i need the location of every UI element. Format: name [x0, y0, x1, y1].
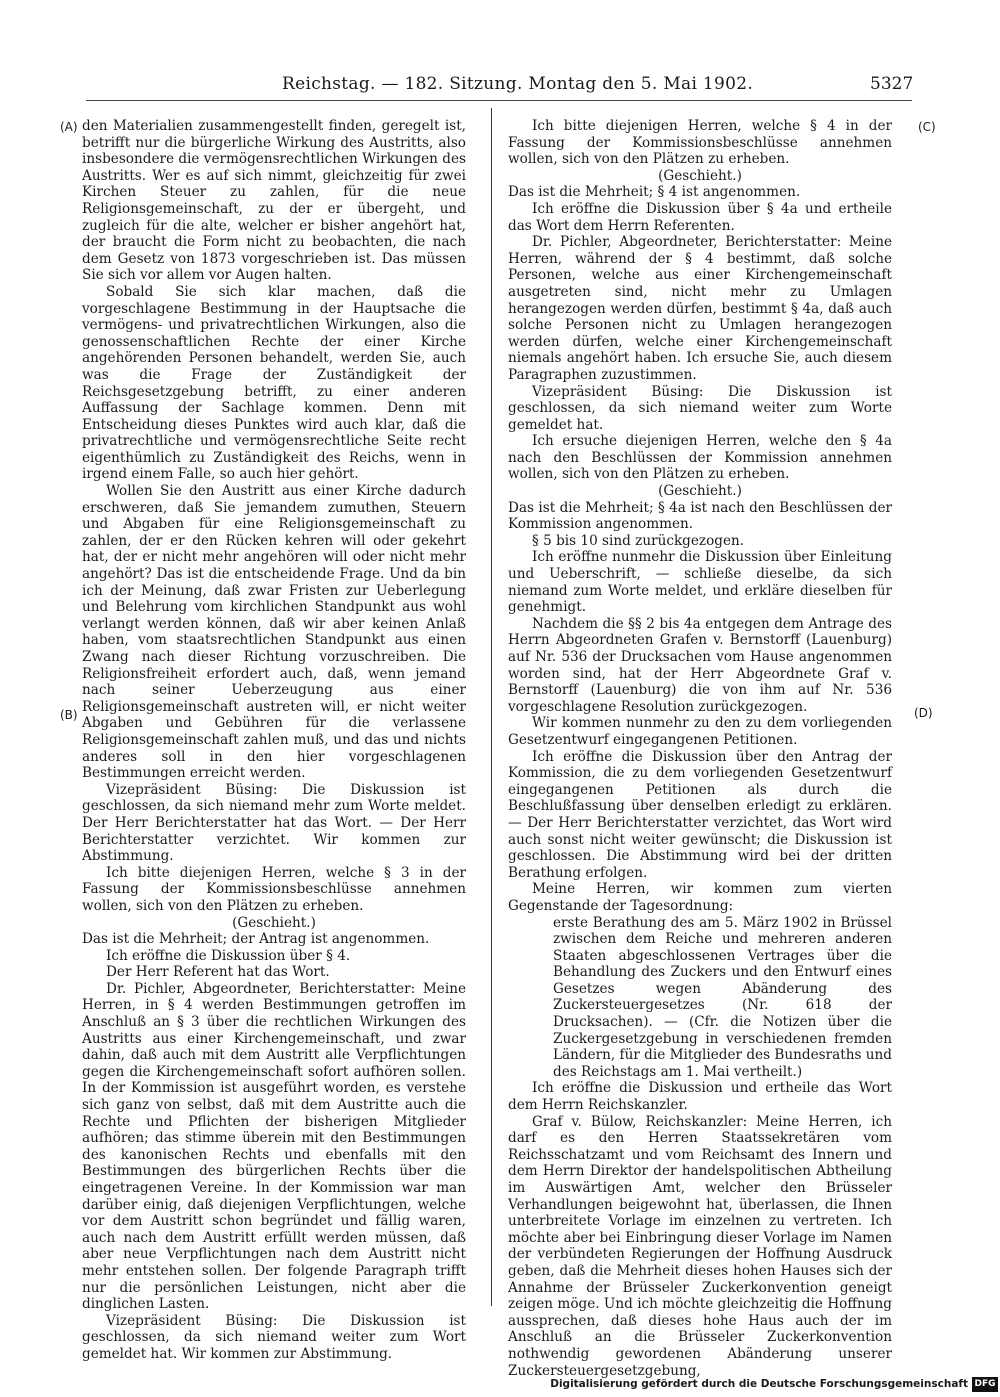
- paragraph: Der Herr Referent hat das Wort.: [106, 964, 330, 981]
- right-column: [508, 118, 892, 1379]
- funding-note: Digitalisierung gefördert durch die Deutsche Forschungsgemeinschaft: [550, 1378, 968, 1390]
- stage-direction: (Geschieht.): [232, 914, 316, 931]
- paragraph: den Materialien zusammengestellt finden, geregelt ist, betrifft nur die bürgerliche Wirkung des Austritts, also insbesondere die vermögensrechtlichen Wirkungen des Austritts. Wer es auf sich nimmt, gleichzeitig für zwei Kirchen Steuer zu zahlen, für die neue Religionsgemeinschaft, zu der er übergeht, und zugleich für die alte, welcher er bisher angehört hat, der braucht die Form nicht zu beobachten, die nach dem Gesetz von 1873 vorgeschrieben ist. Das müssen Sie sich vor allem vor Augen halten.: [82, 118, 466, 284]
- margin-mark-b: (B): [60, 708, 78, 722]
- agenda-item: erste Berathung des am 5. März 1902 in Brüssel zwischen dem Reiche und mehreren anderen Staaten abgeschlossenen Vertrages über die Behandlung des Zuckers und den Entwurf eines Gesetzes wegen Abänderung des Zuckersteuergesetzes (Nr. 618 der Drucksachen). — (Cfr. die Notizen über die Zuckergesetzgebung in verschiedenen fremden Ländern, für die Mitglieder des Bundesraths und des Reichstags am 1. Mai vertheilt.): [553, 914, 892, 1080]
- paragraph: Ich bitte diejenigen Herren, welche § 4 in der Fassung der Kommissionsbeschlüsse annehmen wollen, sich von den Plätzen zu erheben.: [508, 118, 892, 168]
- page-number: 5327: [870, 74, 914, 94]
- margin-mark-a: (A): [60, 120, 78, 134]
- left-column: [82, 118, 466, 1363]
- margin-mark-d: (D): [914, 706, 933, 720]
- paragraph: Das ist die Mehrheit; der Antrag ist angenommen.: [82, 931, 430, 948]
- paragraph: Wollen Sie den Austritt aus einer Kirche dadurch erschweren, daß Sie jemandem zumuthen, Steuern und Abgaben für eine Religionsgemeinschaft zu zahlen, der er den Rücken kehren will oder gekehrt hat, der er nicht mehr angehören will oder nicht mehr angehört? Das ist die entscheidende Frage. Und da bin ich der Meinung, daß zwar Fristen zur Ueberlegung und Belehrung vom kirchlichen Standpunkt aus wohl verlangt werden können, daß wir aber keinen Anlaß haben, vom staatsrechtlichen Standpunkt aus einen Zwang nach dieser Richtung vorzuschreiben. Die Religionsfreiheit erfordert auch, daß, wenn jemand nach seiner Ueberzeugung aus einer Religionsgemeinschaft austreten will, er nicht weiter Abgaben und Gebühren für die verlassene Religionsgemeinschaft zahlen muß, und das und nichts anderes soll in den hier vorgeschlagenen Bestimmungen erreicht werden.: [82, 483, 466, 782]
- paragraph: Ich bitte diejenigen Herren, welche § 3 in der Fassung der Kommissionsbeschlüsse annehmen wollen, sich von den Plätzen zu erheben.: [82, 864, 466, 914]
- paragraph: Ich eröffne die Diskussion und ertheile das Wort dem Herrn Reichskanzler.: [508, 1080, 892, 1114]
- stage-direction: (Geschieht.): [658, 483, 742, 500]
- paragraph: Ich eröffne die Diskussion über den Antrag der Kommission, die zu dem vorliegenden Gesetzentwurf eingegangenen Petitionen als durch die Beschlußfassung über denselben erledigt zu erklären. — Der Herr Berichterstatter verzichtet, das Wort wird auch sonst nicht weiter gewünscht; die Diskussion ist geschlossen. Die Abstimmung wird bei der dritten Berathung erfolgen.: [508, 748, 892, 881]
- dfg-logo: DFG: [972, 1377, 998, 1392]
- paragraph: Vizepräsident Büsing: Die Diskussion ist geschlossen, da sich niemand weiter zum Worte gemeldet hat.: [508, 383, 892, 433]
- paragraph: Ich ersuche diejenigen Herren, welche den § 4a nach den Beschlüssen der Kommission annehmen wollen, sich von den Plätzen zu erheben.: [508, 433, 892, 483]
- paragraph: Das ist die Mehrheit; § 4a ist nach den Beschlüssen der Kommission angenommen.: [508, 499, 892, 533]
- paragraph: Dr. Pichler, Abgeordneter, Berichterstatter: Meine Herren, in § 4 werden Bestimmungen getroffen im Anschluß an § 3 über die rechtlichen Wirkungen des Austritts aus einer Kirchengemeinschaft, und zwar dahin, daß auch mit dem Austritt alle Verpflichtungen gegen die Kirchengemeinschaft sofort aufhören sollen. In der Kommission ist ausgeführt worden, es verstehe sich ganz von selbst, daß mit dem Austritte auch die Rechte und Pflichten der bisherigen Mitglieder aufhören; das stimme überein mit den Bestimmungen des kanonischen Rechts und ebenfalls mit den Bestimmungen des bürgerlichen Rechts über die eingetragenen Vereine. In der Kommission war man darüber einig, daß diejenigen Verpflichtungen, welche vor dem Austritt schon begründet und fällig waren, auch nach dem Austritt erfüllt werden müssen, daß aber neue Verpflichtungen nach dem Austritt nicht mehr entstehen sollen. Der folgende Paragraph trifft nur die persönlichen Leistungen, nicht aber die dinglichen Lasten.: [82, 980, 466, 1313]
- paragraph: Wir kommen nunmehr zu den zu dem vorliegenden Gesetzentwurf eingegangenen Petitionen.: [508, 715, 892, 748]
- header-rule: [86, 100, 912, 101]
- paragraph: Meine Herren, wir kommen zum vierten Gegenstande der Tagesordnung:: [508, 881, 892, 914]
- running-title: Reichstag. — 182. Sitzung. Montag den 5. Mai 1902.: [282, 74, 754, 94]
- paragraph: Ich eröffne nunmehr die Diskussion über Einleitung und Ueberschrift, — schließe dieselbe, da sich niemand zum Worte meldet, und erkläre dieselben für genehmigt.: [508, 549, 892, 616]
- paragraph: Sobald Sie sich klar machen, daß die vorgeschlagene Bestimmung in der Hauptsache die vermögens- und privatrechtlichen Wirkungen, also die genossenschaftlichen Rechte der einer Kirche angehörenden Personen behandelt, werden Sie, auch was die Frage der Zuständigkeit der Reichsgesetzgebung betrifft, zu einer anderen Auffassung der Sachlage kommen. Denn mit Entscheidung dieses Punktes wird auch klar, daß die privatrechtliche und vermögensrechtliche Seite recht eigenthümlich zu Zuständigkeit des Reichs, wenn in irgend einem Falle, so auch hier gehört.: [82, 283, 466, 483]
- paragraph: Nachdem die §§ 2 bis 4a entgegen dem Antrage des Herrn Abgeordneten Grafen v. Bernstorff (Lauenburg) auf Nr. 536 der Drucksachen vom Hause angenommen worden sind, hat der Herr Abgeordnete Graf v. Bernstorff (Lauenburg) die von ihm auf Nr. 536 vorgeschlagene Resolution zurückgezogen.: [508, 615, 892, 715]
- column-divider: [491, 108, 492, 1306]
- margin-mark-c: (C): [918, 120, 936, 134]
- page-footer: [550, 1377, 1000, 1397]
- page-header: [0, 70, 1000, 100]
- paragraph: Vizepräsident Büsing: Die Diskussion ist geschlossen, da sich niemand mehr zum Worte meldet. Der Herr Berichterstatter hat das Wort. — Der Herr Berichterstatter verzichtet. Wir kommen zur Abstimmung.: [82, 781, 466, 865]
- paragraph: Vizepräsident Büsing: Die Diskussion ist geschlossen, da sich niemand weiter zum Wort gemeldet hat. Wir kommen zur Abstimmung.: [82, 1312, 466, 1362]
- stage-direction: (Geschieht.): [658, 167, 742, 184]
- paragraph: Ich eröffne die Diskussion über § 4.: [106, 947, 351, 964]
- paragraph: § 5 bis 10 sind zurückgezogen.: [532, 532, 745, 549]
- paragraph: Ich eröffne die Diskussion über § 4a und ertheile das Wort dem Herrn Referenten.: [508, 200, 892, 234]
- paragraph: Graf v. Bülow, Reichskanzler: Meine Herren, ich darf es den Herren Staatssekretären vom Reichsschatzamt und vom Reichsamt des Innern und dem Herrn Direktor der handelspolitischen Abtheilung im Auswärtigen Amt, welcher den Brüsseler Verhandlungen beigewohnt hat, überlassen, die Ihnen unterbreitete Vorlage im einzelnen zu vertreten. Ich möchte aber bei Einbringung dieser Vorlage im Namen der verbündeten Regierungen der Hoffnung Ausdruck geben, daß die Mehrheit dieses hohen Hauses sich der Annahme der Brüsseler Zuckerkonvention geneigt zeigen möge. Und ich möchte gleichzeitig die Hoffnung aussprechen, daß dieses hohe Haus auch der im Anschluß an die Brüsseler Zuckerkonvention nothwendig gewordenen Abänderung unserer Zuckersteuergesetzgebung,: [508, 1113, 892, 1379]
- paragraph: Das ist die Mehrheit; § 4 ist angenommen.: [508, 184, 801, 201]
- paragraph: Dr. Pichler, Abgeordneter, Berichterstatter: Meine Herren, während der § 4 bestimmt, daß solche Personen, welche aus einer Kirchengemeinschaft ausgetreten sind, nicht mehr zu Umlagen herangezogen werden dürfen, bestimmt § 4a, daß auch solche Personen nicht zu Umlagen herangezogen werden dürfen, welche einer Kirchengemeinschaft niemals angehört haben. Ich ersuche Sie, auch diesem Paragraphen zuzustimmen.: [508, 234, 892, 383]
